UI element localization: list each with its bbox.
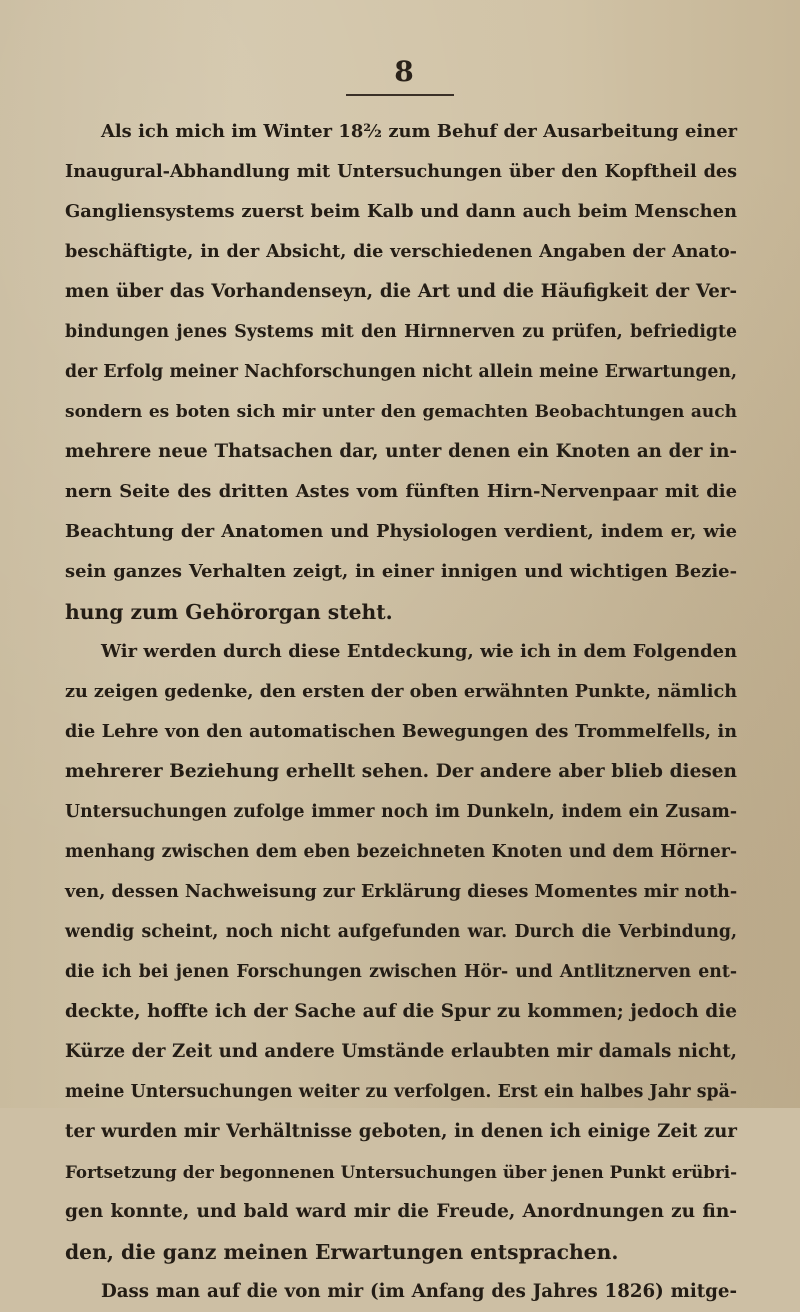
text-line: die ich bei jenen Forschungen zwischen Hör- und Antlitznerven ent- bbox=[65, 962, 737, 982]
text-line: bindungen jenes Systems mit den Hirnnerven zu prüfen, befriedigte bbox=[65, 322, 737, 342]
text-line: Inaugural-Abhandlung mit Untersuchungen über den Kopftheil des bbox=[65, 161, 737, 182]
text-line: zu zeigen gedenke, den ersten der oben erwähnten Punkte, nämlich bbox=[65, 681, 737, 702]
header-rule bbox=[346, 94, 454, 96]
text-line: den, die ganz meinen Erwartungen entsprachen. bbox=[65, 1240, 619, 1264]
text-line: gen konnte, und bald ward mir die Freude, Anordnungen zu fin- bbox=[65, 1201, 737, 1222]
text-line: Kürze der Zeit und andere Umstände erlaubten mir damals nicht, bbox=[65, 1041, 737, 1062]
text-line: die Lehre von den automatischen Bewegungen des Trommelfells, in bbox=[65, 721, 737, 742]
text-line: sondern es boten sich mir unter den gemachten Beobachtungen auch bbox=[65, 402, 737, 422]
text-line: Beachtung der Anatomen und Physiologen verdient, indem er, wie bbox=[65, 521, 737, 542]
text-line: ven, dessen Nachweisung zur Erklärung dieses Momentes mir noth- bbox=[65, 881, 738, 902]
text-line: mehrerer Beziehung erhellt sehen. Der andere aber blieb diesen bbox=[65, 761, 737, 782]
text-line: hung zum Gehörorgan steht. bbox=[65, 600, 393, 624]
text-line: wendig scheint, noch nicht aufgefunden war. Durch die Verbindung, bbox=[65, 922, 737, 942]
text-line: beschäftigte, in der Absicht, die verschiedenen Angaben der Anato- bbox=[65, 241, 737, 262]
text-line: ter wurden mir Verhältnisse geboten, in denen ich einige Zeit zur bbox=[65, 1121, 737, 1142]
text-line: der Erfolg meiner Nachforschungen nicht allein meine Erwartungen, bbox=[65, 362, 737, 382]
text-line: Gangliensystems zuerst beim Kalb und dann auch beim Menschen bbox=[65, 201, 737, 222]
paragraph-3 bbox=[65, 1272, 737, 1312]
text-line: Dass man auf die von mir (im Anfang des Jahres 1826) mitge- bbox=[101, 1281, 737, 1302]
text-line: Als ich mich im Winter 18²⁄₂ zum Behuf der Ausarbeitung einer bbox=[101, 121, 737, 142]
text-line: sein ganzes Verhalten zeigt, in einer innigen und wichtigen Bezie- bbox=[65, 561, 737, 582]
body-text bbox=[65, 112, 737, 1312]
text-line: Fortsetzung der begonnenen Untersuchungen über jenen Punkt erübri- bbox=[65, 1162, 737, 1182]
text-line: men über das Vorhandenseyn, die Art und die Häufigkeit der Ver- bbox=[65, 281, 737, 302]
text-line: Wir werden durch diese Entdeckung, wie ich in dem Folgenden bbox=[101, 641, 737, 662]
paragraph-1 bbox=[65, 112, 737, 632]
page-number: 8 bbox=[394, 55, 414, 88]
paragraph-2 bbox=[65, 632, 737, 1272]
text-line: deckte, hoffte ich der Sache auf die Spur zu kommen; jedoch die bbox=[65, 1001, 737, 1022]
text-line: mehrere neue Thatsachen dar, unter denen ein Knoten an der in- bbox=[65, 441, 737, 462]
text-line: menhang zwischen dem eben bezeichneten Knoten und dem Hörner- bbox=[65, 842, 737, 862]
text-line: meine Untersuchungen weiter zu verfolgen. Erst ein halbes Jahr spä- bbox=[65, 1082, 737, 1102]
text-line: nern Seite des dritten Astes vom fünften Hirn-Nervenpaar mit die bbox=[65, 481, 737, 502]
text-line: Untersuchungen zufolge immer noch im Dunkeln, indem ein Zusam- bbox=[65, 802, 737, 822]
